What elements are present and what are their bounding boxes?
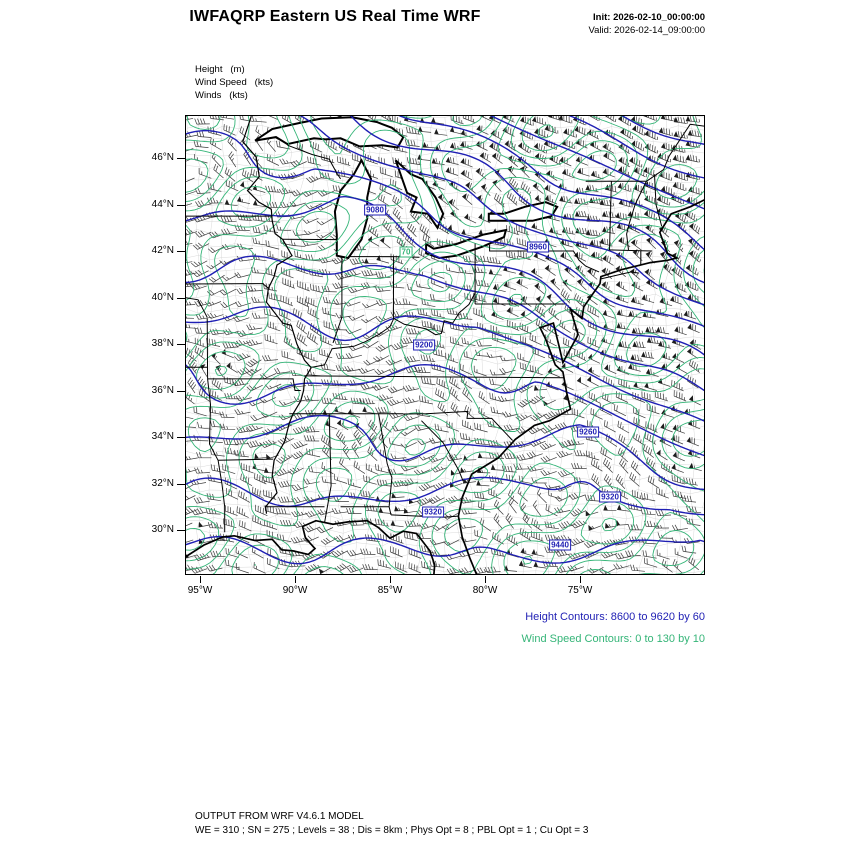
lat-tick bbox=[177, 251, 185, 252]
height-contour-label: 9440 bbox=[551, 540, 569, 550]
lat-tick-label: 40°N bbox=[151, 291, 174, 303]
lat-tick-label: 46°N bbox=[151, 152, 174, 163]
lat-tick-label: 38°N bbox=[151, 338, 174, 349]
model-footer bbox=[195, 810, 588, 838]
lat-tick bbox=[177, 391, 185, 392]
lon-tick-label: 95°W bbox=[187, 585, 213, 596]
lat-tick bbox=[177, 344, 185, 345]
page-title: IWFAQRP Eastern US Real Time WRF bbox=[189, 8, 481, 25]
lat-tick bbox=[177, 437, 185, 438]
lat-tick bbox=[177, 158, 185, 159]
weather-map bbox=[185, 115, 705, 575]
lon-tick bbox=[580, 576, 581, 583]
footer-model-line: OUTPUT FROM WRF V4.6.1 MODEL bbox=[195, 811, 364, 822]
legend-row-winds: Winds (kts) bbox=[195, 90, 248, 101]
lat-tick bbox=[177, 298, 185, 299]
lat-tick-label: 32°N bbox=[151, 477, 174, 489]
lat-tick-label: 30°N bbox=[151, 524, 174, 535]
lon-tick-label: 90°W bbox=[282, 585, 308, 596]
contour-captions bbox=[305, 606, 705, 650]
lon-tick-label: 85°W bbox=[377, 585, 403, 596]
run-times bbox=[588, 12, 705, 37]
lat-tick-label: 44°N bbox=[151, 198, 174, 210]
valid-time: Valid: 2026-02-14_09:00:00 bbox=[588, 24, 705, 36]
lon-tick-label: 80°W bbox=[472, 585, 498, 596]
lon-tick bbox=[390, 576, 391, 583]
height-contour-label: 9320 bbox=[424, 507, 442, 517]
coastline-gulf bbox=[185, 521, 435, 575]
lat-tick-label: 34°N bbox=[151, 431, 174, 442]
county-mesh bbox=[185, 115, 705, 575]
windspeed-contour-caption: Wind Speed Contours: 0 to 130 by 10 bbox=[521, 633, 705, 645]
height-contour-label: 9200 bbox=[415, 340, 433, 350]
height-contour-label: 9320 bbox=[601, 492, 619, 502]
lat-tick-label: 36°N bbox=[151, 384, 174, 396]
variable-legend bbox=[195, 63, 273, 102]
lon-tick bbox=[200, 576, 201, 583]
height-contour-caption: Height Contours: 8600 to 9620 by 60 bbox=[525, 611, 705, 623]
lat-tick bbox=[177, 530, 185, 531]
init-time: Init: 2026-02-10_00:00:00 bbox=[593, 12, 705, 23]
height-contour-label: 8960 bbox=[529, 242, 547, 252]
lat-tick bbox=[177, 205, 185, 206]
footer-config-line: WE = 310 ; SN = 275 ; Levels = 38 ; Dis = 8km ; Phys Opt = 8 ; PBL Opt = 1 ; Cu Opt = 3 bbox=[195, 825, 589, 836]
lat-tick bbox=[177, 484, 185, 485]
lon-tick bbox=[295, 576, 296, 583]
height-contour-label: 9080 bbox=[366, 205, 384, 215]
legend-row-windspeed: Wind Speed (kts) bbox=[195, 77, 274, 88]
coastline-east bbox=[458, 123, 705, 575]
windspeed-contour-label: 70 bbox=[401, 247, 411, 257]
lon-tick bbox=[485, 576, 486, 583]
height-contour-label: 9260 bbox=[579, 427, 597, 437]
lon-tick-label: 75°W bbox=[567, 585, 593, 596]
legend-row-height: Height (m) bbox=[195, 64, 245, 75]
lat-tick-label: 42°N bbox=[151, 245, 174, 256]
